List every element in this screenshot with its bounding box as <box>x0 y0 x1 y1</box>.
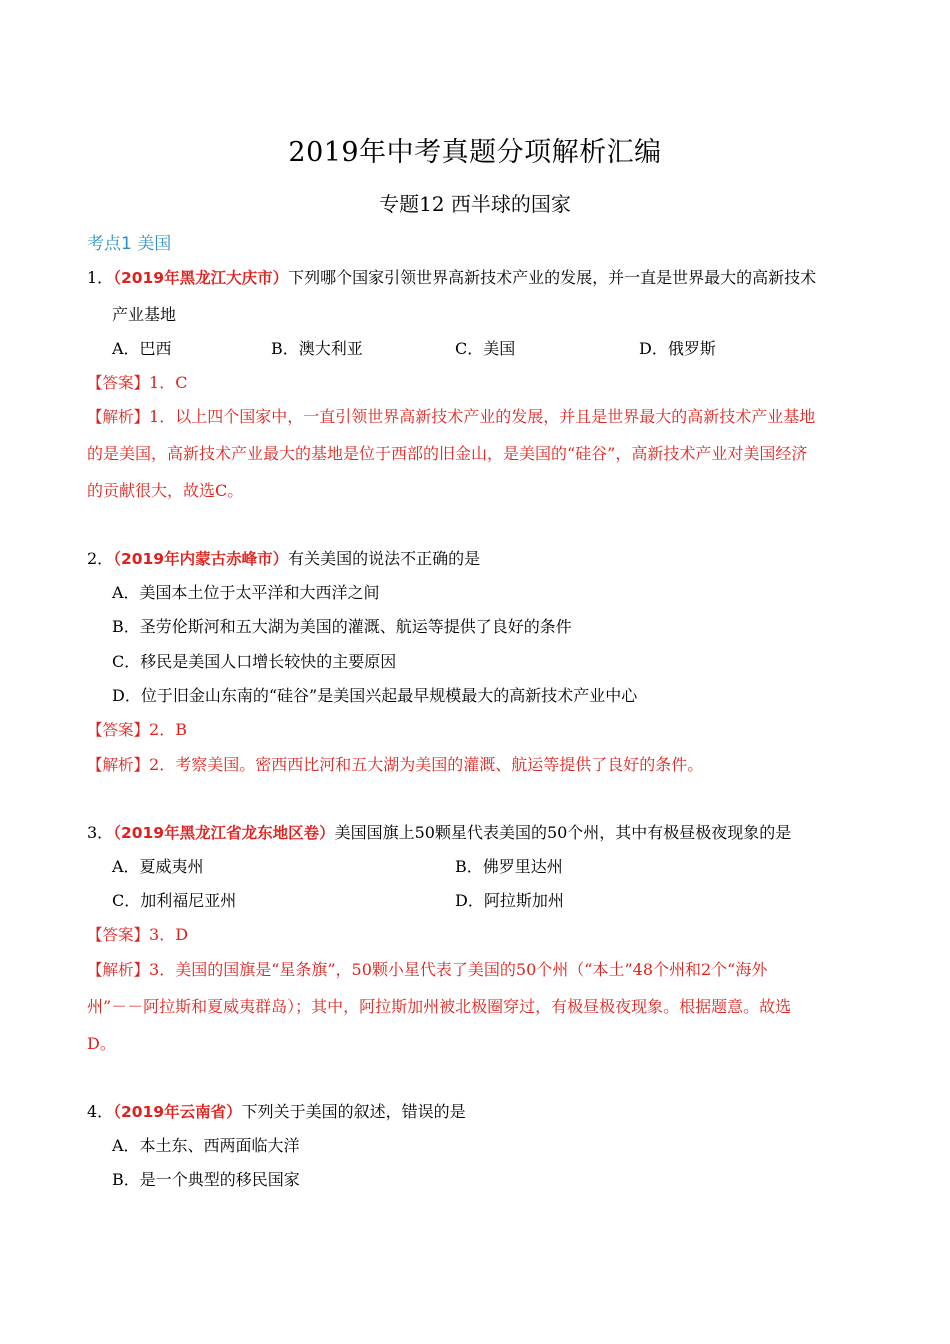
answer-tag: 【答案】 <box>87 374 150 392</box>
analysis-3-line-3: D。 <box>87 1034 116 1053</box>
question-number: 4． <box>87 1102 114 1121</box>
question-1-stem <box>87 265 816 288</box>
option-c: C．移民是美国人口增长较快的主要原因 <box>112 652 397 671</box>
question-source: （2019年内蒙古赤峰市） <box>113 550 289 568</box>
analysis-3-line-1 <box>87 957 767 980</box>
option-b: B．佛罗里达州 <box>455 857 563 876</box>
question-number: 2． <box>87 549 114 568</box>
option-b: B．圣劳伦斯河和五大湖为美国的灌溉、航运等提供了良好的条件 <box>112 617 572 636</box>
question-2-stem <box>87 546 480 569</box>
option-c: C．美国 <box>455 339 516 358</box>
answer-tag: 【答案】 <box>87 721 150 739</box>
analysis-tag: 【解析】 <box>87 756 150 774</box>
option-d: D．俄罗斯 <box>639 339 716 358</box>
answer-value: 2．B <box>149 720 187 739</box>
question-number: 3． <box>87 823 114 842</box>
answer-tag: 【答案】 <box>87 926 150 944</box>
question-1-stem-cont: 产业基地 <box>112 305 177 324</box>
question-text: 下列哪个国家引领世界高新技术产业的发展，并一直是世界最大的高新技术 <box>288 268 817 287</box>
option-d: D．位于旧金山东南的“硅谷”是美国兴起最早规模最大的高新技术产业中心 <box>112 686 638 705</box>
analysis-3-line-2: 州”－－阿拉斯和夏威夷群岛）；其中，阿拉斯加州被北极圈穿过，有极昼极夜现象。根据题意。故选 <box>87 997 792 1016</box>
question-4-stem <box>87 1099 466 1122</box>
analysis-tag: 【解析】 <box>87 408 150 426</box>
analysis-1-line-2: 的是美国，高新技术产业最大的基地是位于西部的旧金山，是美国的“硅谷”，高新技术产业对美国经济 <box>87 444 808 463</box>
section-heading: 考点1 美国 <box>87 234 172 254</box>
answer-1 <box>87 370 187 393</box>
analysis-text: 2．考察美国。密西西比河和五大湖为美国的灌溉、航运等提供了良好的条件。 <box>149 755 704 774</box>
analysis-1-line-3: 的贡献很大，故选C。 <box>87 481 244 500</box>
question-text: 下列关于美国的叙述，错误的是 <box>241 1102 466 1121</box>
page-title: 2019年中考真题分项解析汇编 <box>288 137 662 168</box>
answer-2 <box>87 717 187 740</box>
answer-3 <box>87 922 188 945</box>
question-3-stem <box>87 820 791 843</box>
option-c: C．加利福尼亚州 <box>112 891 237 910</box>
question-source: （2019年黑龙江省龙东地区卷） <box>113 824 335 842</box>
option-b: B．澳大利亚 <box>271 339 363 358</box>
option-d: D．阿拉斯加州 <box>455 891 564 910</box>
question-source: （2019年云南省） <box>113 1103 242 1121</box>
answer-value: 3．D <box>149 925 189 944</box>
option-b: B．是一个典型的移民国家 <box>112 1170 300 1189</box>
option-a: A．巴西 <box>112 339 172 358</box>
option-a: A．夏威夷州 <box>112 857 204 876</box>
question-text: 美国国旗上50颗星代表美国的50个州，其中有极昼极夜现象的是 <box>334 823 792 842</box>
analysis-2-line-1 <box>87 752 703 775</box>
option-a: A．本土东、西两面临大洋 <box>112 1136 300 1155</box>
option-a: A．美国本土位于太平洋和大西洋之间 <box>112 583 380 602</box>
answer-value: 1．C <box>149 373 188 392</box>
question-source: （2019年黑龙江大庆市） <box>113 269 289 287</box>
analysis-tag: 【解析】 <box>87 961 150 979</box>
analysis-1-line-1 <box>87 404 815 427</box>
question-text: 有关美国的说法不正确的是 <box>288 549 481 568</box>
analysis-text: 1．以上四个国家中，一直引领世界高新技术产业的发展，并且是世界最大的高新技术产业基地 <box>149 407 816 426</box>
analysis-text: 3．美国的国旗是“星条旗”，50颗小星代表了美国的50个州（“本土”48个州和2个“海外 <box>149 960 768 979</box>
page-subtitle: 专题12 西半球的国家 <box>379 192 571 216</box>
question-number: 1． <box>87 268 114 287</box>
